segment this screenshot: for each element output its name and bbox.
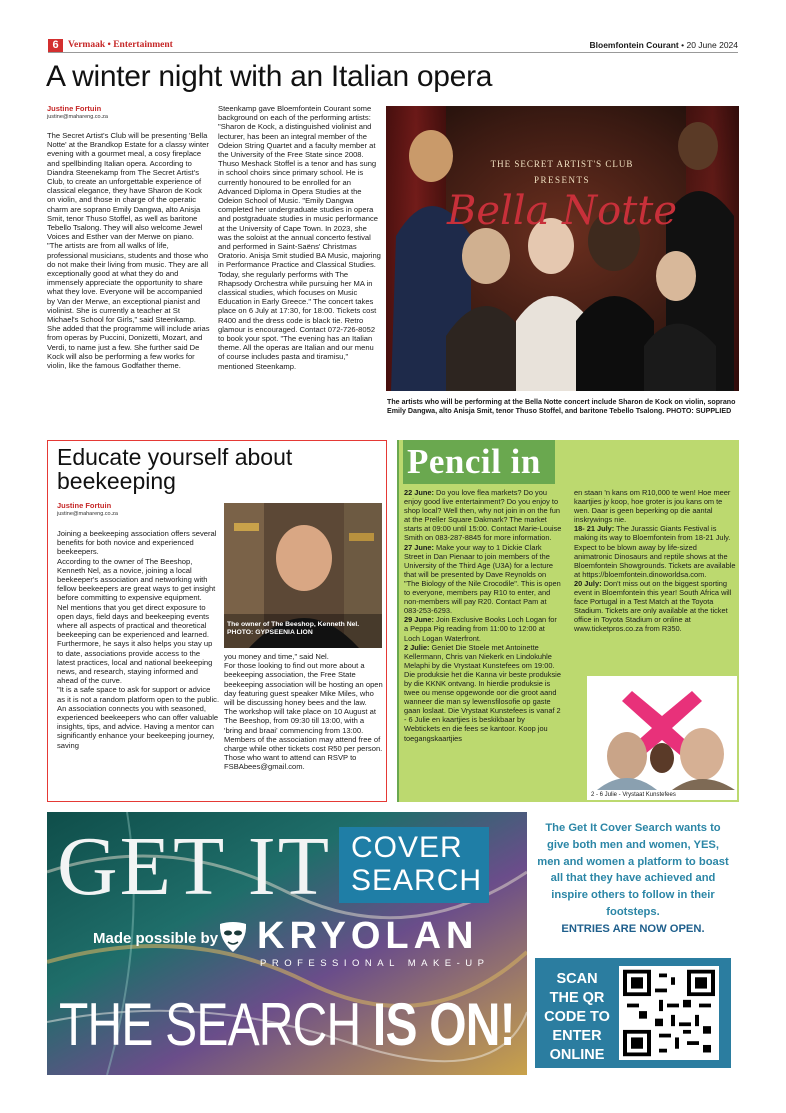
pencil-date: 20 July: (574, 578, 602, 588)
cover-search-box (339, 827, 489, 903)
pencil-event (574, 524, 736, 579)
cover-search-text (351, 831, 482, 897)
pencil-text: Do you love flea markets? Do you enjoy good live entertainment? Do you enjoy to shop local? Well then, why not join in on the fun at the Preller Square Dakmark? The market starts at 09:00 until 15:00. Contact Marie-Louise Smith on 083-287-8845 for more information. (404, 488, 562, 543)
pencil-continued: en staan 'n kans om R10,000 te wen! Hoe meer kaartjies jy koop, hoe groter is jou kans om te wen. Daar is geen beperking op die aantal inskrywings nie. (574, 488, 731, 525)
pencil-date: 22 June: (404, 488, 434, 497)
pencil-event (404, 543, 562, 616)
entries-open: ENTRIES ARE NOW OPEN. (561, 922, 705, 935)
opera-caption: The artists who will be performing at the Bella Notte concert include Sharon de Kock on violin, soprano Emily Dangwa, alto Anisja Smit, tenor Thuso Stoffel, and baritone Tebello Tsalong. PHOTO: SUPPLIED (387, 398, 736, 415)
bee-photo (224, 503, 382, 648)
bee-byline: Justine Fortuin (57, 501, 112, 510)
kunstefees-caption: 2 - 6 Julie - Vrystaat Kunstefees (587, 790, 737, 800)
opera-image-title: Bella Notte (446, 188, 678, 234)
section-label: Vermaak • Entertainment (68, 40, 173, 50)
opera-column-2: Steenkamp gave Bloemfontein Courant some background on each of the performing artists: "Sharon de Kock, a distinguished violinist and lecturer, has been an integral member of the Odeion String Quartet and a faculty member at the University of the Free State since 2008. Thuso Meshack Stoffel is a tenor and has sung in school choirs since primary school. He is currently honoured to be enrolled for an Advanced Diploma in Opera Studies at the Odeion School of Music. "Emily Dangwa completed her undergraduate studies in opera and postgraduate studies in music performance at the University of Cape Town. In 2023, she was the soloist at the annual concerto festival and performed in Saint-Saëns' Christmas Oratorio. Anisja Smit studied BA Music, majoring in Performance Practice and Classical Studies. Today, she regularly performs with The Rhapsody Orchestra while pursuing her MA in classical studies, which focuses on Music Education in Early Greece." The concert takes place on 6 July at 17:30, for 18:00. Tickets cost R400 and the dress code is black tie. Retro glamour is encouraged. Contact 072-726-8052 to book your spot. "The evening has an Italian theme. All the operas are Italian and our menu of course includes pasta and tiramisu," mentioned Steenkamp. (218, 104, 381, 371)
paper-dateline (590, 39, 738, 52)
kryolan-tagline: PROFESSIONAL MAKE-UP (260, 958, 490, 969)
opera-byline: Justine Fortuin (47, 104, 102, 113)
pencil-date: 27 June: (404, 542, 434, 552)
search-on-part2: IS ON! (372, 991, 515, 1058)
qr-code-icon (619, 966, 719, 1060)
pencil-event (574, 579, 736, 634)
page-number: 6 (48, 39, 63, 52)
pencil-event (404, 643, 562, 743)
search-word: SEARCH (351, 864, 483, 897)
made-possible-by: Made possible by (93, 930, 219, 947)
pencil-right-column (574, 488, 736, 634)
qr-code[interactable] (619, 966, 719, 1060)
bee-caption: The owner of The Beeshop, Kenneth Nel. PHOTO: GYPSEENIA LION (227, 621, 360, 636)
beekeeping-article (47, 440, 387, 802)
get-it-advert[interactable] (47, 812, 739, 1075)
scan-qr-box[interactable] (535, 958, 731, 1068)
kunstefees-photo-art (587, 676, 737, 790)
cover-word: COVER (351, 831, 463, 864)
opera-image-club: THE SECRET ARTIST'S CLUB (490, 159, 634, 169)
pencil-date: 2 Julie: (404, 642, 430, 652)
opera-photo (386, 106, 739, 391)
ad-info-panel (527, 812, 739, 1075)
ad-description (535, 820, 731, 938)
pencil-title: Pencil in (403, 440, 555, 484)
opera-photo-art (386, 106, 739, 391)
pencil-left-column (404, 488, 562, 743)
bee-column-2: you money and time," said Nel. For those looking to find out more about a beekeeping association, the Free State beekeeping association will be hosting an open day featuring guest speaker Mike Miles, who will be discussing honey bees and the law. The workshop will take place on 10 August at The Beeshop, from 09:30 till 13:00, with a 'bring and braai' commencing from 13:00. Members of the association may attend free of charge while other tickets cost R50 per person. Those who want to attend can RSVP to FSBAbees@gmail.com. (224, 652, 383, 772)
pencil-text: Make your way to 1 Dickie Clark Street in Dan Pienaar to join members of the University of the Third Age (U3A) for a lecture that will be presented by Dave Reynolds on "The Biology of the Nile Crocodile". This is open to everyone, members pay R10 to enter, and non-members will pay R20. Contact Pam at 083-253-6293. (404, 542, 561, 616)
scan-qr-text: SCAN THE QR CODE TO ENTER ONLINE (544, 971, 610, 1063)
kunstefees-photo (587, 676, 737, 790)
pencil-text: Join Exclusive Books Loch Logan for a Peppa Pig reading from 11:00 to 12:00 at Loch Logan Waterfront. (404, 615, 557, 643)
ad-description-text: The Get It Cover Search wants to give both men and women, YES, men and women a platform to boast all that they have achieved and inspire others to follow in their footsteps. (537, 822, 729, 918)
bee-column-1: Joining a beekeeping association offers several benefits for both novice and experienced beekeepers. According to the owner of The Beeshop, Kenneth Nel, as a novice, joining a local beekeeper's association and networking with fellow beekeepers are great ways to get insight before committing to expensive equipment. Nel mentions that you get direct exposure to open days, field days and beekeeping events where all aspects of practical and theoretical beekeeping can be experienced and learned. Furthermore, he says it also helps you stay up to date, associations provide access to the latest practices, local and national beekeeping news, and research, staying informed and ahead of the curve. "It is a safe space to ask for support or advice as it is not a random platform open to the public. An association connects you with seasoned, experienced beekeepers who can offer valuable insights, tips, and advice. Having a mentor can significantly enhance your beekeeping journey, saving (57, 529, 220, 750)
opera-headline: A winter night with an Italian opera (46, 60, 493, 93)
bee-email: justine@mahareng.co.za (57, 511, 118, 517)
paper-date: • 20 June 2024 (681, 40, 738, 50)
paper-name: Bloemfontein Courant (589, 40, 679, 50)
pencil-date: 29 June: (404, 615, 434, 625)
pencil-text: Geniet Die Stoele met Antoinette Kellermann, Chris van Niekerk en Lindokuhle Melaphi by die Vrystaat Kunstefees om 19:00. Die produksie het die Kanna vir beste produksie by die KKNK ontvang. In hierdie produksie is twee ou mense opgewonde oor die groot aand wanneer die man sy lewensfilosofie op gaste gaan loslaat. Die Vrystaat Kunstefees is vanaf 2 - 6 Julie en kaartjies is beskikbaar by Webtickets en die fees se kantoor. Koop jou toegangskaartjies (404, 642, 561, 743)
page-header (48, 39, 738, 53)
kryolan-mask-icon (217, 920, 249, 954)
pencil-text: The Jurassic Giants Festival is making its way to Bloemfontein from 18-21 July. Expect to be blown away by life-sized animatronic Dinosaurs and reptile shows at the Bloemfontein Showgrounds. Tickets are available at https://bloemfontein.dinoworldsa.com. (574, 524, 736, 579)
pencil-date: 18- 21 July: (574, 524, 615, 534)
opera-column-1: The Secret Artist's Club will be presenting 'Bella Notte' at the Brandkop Estate for a classy winter evening with a gourmet meal, a cosy fireplace and spellbinding Italian opera. According to Diandra Steenekamp from The Secret Artist's Club, to create an unforgettable experience of classical elegance, they have Sharon de Kock on violin, and those in charge of the operatic charm are soprano Emily Dangwa, alto Anisja Smit, tenor Thuso Stoffel, as well as baritone Tebello Tsalong. They will also welcome Jewel Voices and Esther van der Merwe on piano. "The artists are from all walks of life, professional musicians, students and those who do not make their living from music. They are all exceptionally good at what they do and immensely appreciate the opportunity to share what they love. Everyone will be accompanied by Van der Merwe, an exceptional pianist and violinist. She is currently a teacher at St Michael's School for Girls," said Steenkamp. She added that the programme will include arias from operas by Puccini, Donizetti, Mozart, and Verdi, to name just a few. She further said De Kock will also be performing a few works for violin, like the famous Godfather theme. (47, 131, 210, 371)
bee-headline: Educate yourself about beekeeping (57, 444, 293, 494)
opera-email: justine@mahareng.co.za (47, 114, 108, 120)
opera-image-presents: PRESENTS (533, 175, 591, 185)
search-on-part1: THE SEARCH (59, 991, 373, 1058)
pencil-event (404, 488, 562, 543)
pencil-text: Don't miss out on the biggest sporting event in Bloemfontein this year! South Africa will face Portugal in a Test Match at the Toyota Stadium. Tickets are only available at the ticket office in Toyota Stadium or online at www.ticketpros.co.za from R350. (574, 578, 732, 634)
kryolan-logo: KRYOLAN (257, 915, 479, 957)
get-it-title: GET IT (57, 820, 332, 913)
pencil-in-box (397, 440, 739, 802)
search-is-on (59, 989, 515, 1061)
pencil-event (404, 615, 562, 642)
